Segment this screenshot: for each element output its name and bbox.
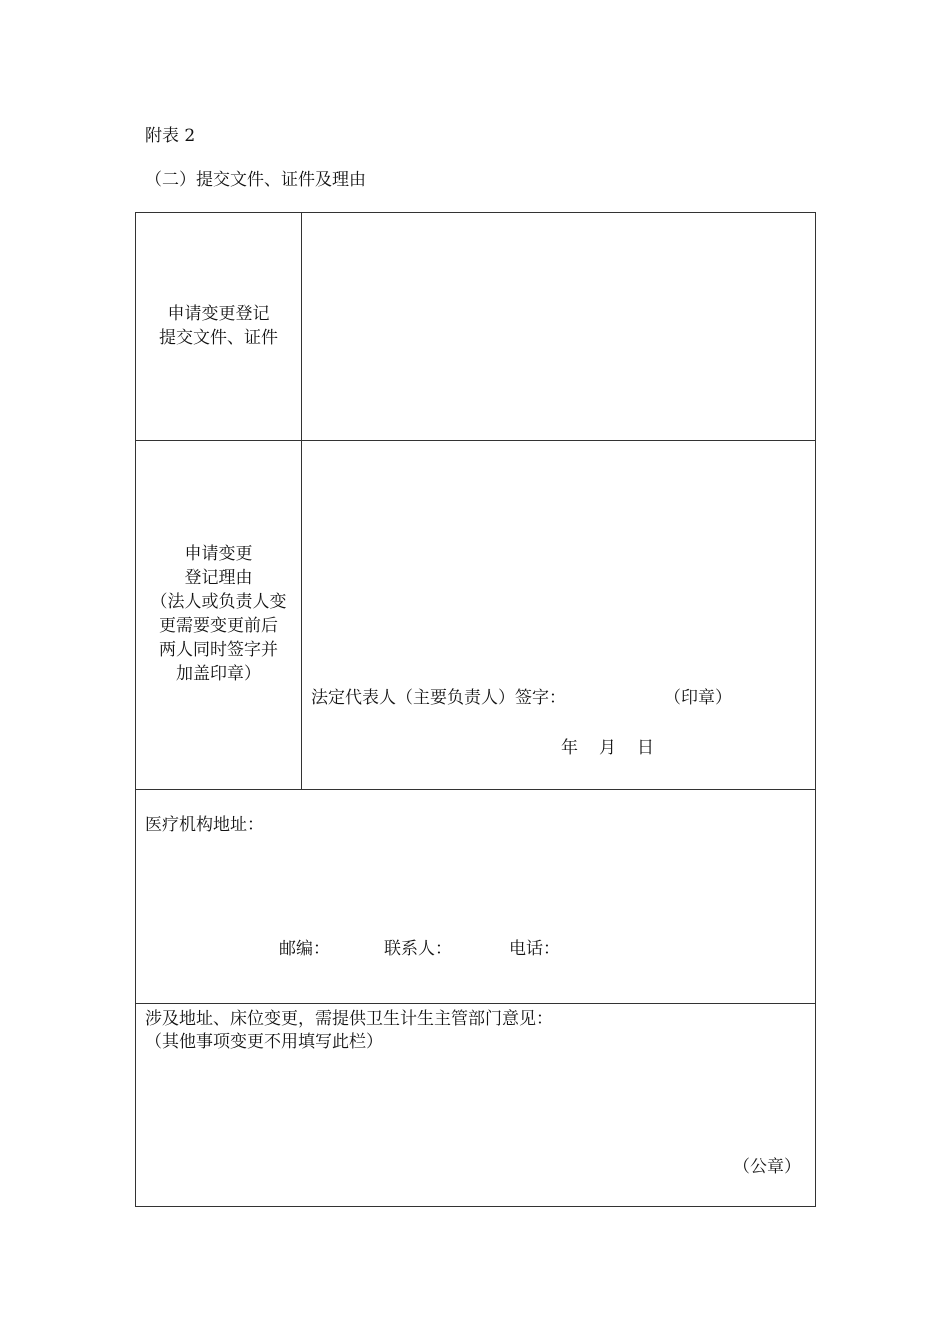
seal-label: （印章） [664, 688, 732, 708]
change-reason-label-line: 更需要变更前后 [159, 616, 278, 636]
section-title: （二）提交文件、证件及理由 [145, 170, 366, 190]
official-seal-label: （公章） [733, 1157, 801, 1177]
submitted-documents-field[interactable] [302, 213, 815, 440]
health-dept-opinion-note: （其他事项变更不用填写此栏） [145, 1032, 383, 1052]
signature-label: 法定代表人（主要负责人）签字： [311, 688, 566, 708]
change-reason-label-line: 加盖印章） [176, 664, 261, 684]
phone-label: 电话： [509, 939, 560, 959]
table-border-bottom [135, 1206, 816, 1207]
health-dept-opinion-field[interactable] [136, 1060, 815, 1150]
contact-label: 联系人： [384, 939, 452, 959]
change-reason-label [136, 542, 301, 686]
date-day-label: 日 [637, 738, 654, 758]
submitted-documents-label-line2: 提交文件、证件 [159, 328, 278, 348]
change-reason-label-line: 申请变更 [184, 544, 253, 564]
table-border-left [135, 212, 136, 1207]
row-divider-3 [135, 1003, 816, 1004]
attachment-label: 附表 2 [145, 126, 196, 146]
postcode-label: 邮编： [279, 939, 330, 959]
submitted-documents-label-line1: 申请变更登记 [167, 304, 270, 324]
row-divider-2 [135, 789, 816, 790]
change-reason-label-line: （法人或负责人变 [150, 592, 287, 612]
health-dept-opinion-label: 涉及地址、床位变更，需提供卫生计生主管部门意见： [145, 1009, 553, 1029]
submitted-documents-label [136, 302, 301, 350]
change-reason-field[interactable] [302, 441, 815, 671]
address-field[interactable] [270, 810, 805, 920]
table-border-right [815, 212, 816, 1207]
signature-field[interactable] [590, 686, 662, 710]
change-reason-label-line: 登记理由 [184, 568, 253, 588]
change-reason-label-line: 两人同时签字并 [159, 640, 278, 660]
address-label: 医疗机构地址： [145, 815, 264, 835]
date-year-label: 年 [561, 738, 578, 758]
date-month-label: 月 [599, 738, 616, 758]
